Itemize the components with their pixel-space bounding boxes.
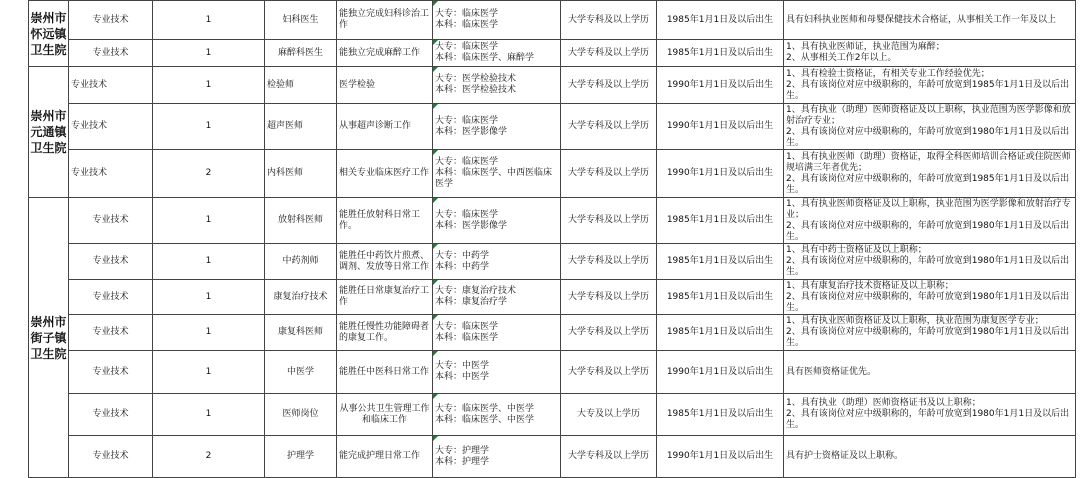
education-cell: 大学专科及以上学历 bbox=[561, 104, 657, 150]
duty-cell: 能胜任放射科日常工作。 bbox=[337, 198, 433, 244]
count-cell: 1 bbox=[153, 198, 265, 244]
requirement-cell: 1、具有检验士资格证，有相关专业工作经验优先； 2、具有该岗位对应中级职称的，年龄可放宽到1985年1月1日及以后出生。 bbox=[784, 67, 1076, 104]
table-row bbox=[29, 1, 1076, 40]
duty-cell: 从事公共卫生管理工作和临床工作 bbox=[337, 394, 433, 436]
age-cell: 1985年1月1日及以后出生 bbox=[657, 198, 784, 244]
table-row bbox=[29, 394, 1076, 436]
count-cell: 1 bbox=[153, 315, 265, 351]
major-cell: 大专：临床医学 本科：医学影像学 bbox=[433, 104, 561, 150]
age-cell: 1985年1月1日及以后出生 bbox=[657, 315, 784, 351]
table-row bbox=[29, 150, 1076, 198]
major-cell: 大专：中医学 本科：中医学 bbox=[433, 351, 561, 394]
duty-cell: 能胜任中药饮片煎煮、调剂、发放等日常工作 bbox=[337, 244, 433, 280]
post-cell: 检验师 bbox=[265, 67, 337, 104]
age-cell: 1985年1月1日及以后出生 bbox=[657, 1, 784, 40]
age-cell: 1990年1月1日及以后出生 bbox=[657, 436, 784, 478]
requirement-cell: 1、具有中药士资格证及以上职称； 2、具有该岗位对应中级职称的，年龄可放宽到1980年1月1日及以后出生。 bbox=[784, 244, 1076, 280]
category-cell: 专业技术 bbox=[69, 244, 153, 280]
count-cell: 1 bbox=[153, 67, 265, 104]
count-cell: 2 bbox=[153, 150, 265, 198]
education-cell: 大学专科及以上学历 bbox=[561, 244, 657, 280]
education-cell: 大学专科及以上学历 bbox=[561, 198, 657, 244]
duty-cell: 能胜任慢性功能障碍者的康复工作。 bbox=[337, 315, 433, 351]
category-cell: 专业技术 bbox=[69, 67, 153, 104]
table-row bbox=[29, 436, 1076, 478]
duty-cell: 能胜任日常康复治疗工作 bbox=[337, 280, 433, 315]
requirement-cell: 1、具有执业医师资格证及以上职称，执业范围为医学影像和放射治疗专业； 2、具有该岗位对应中级职称的，年龄可放宽到1980年1月1日及以后出生。 bbox=[784, 198, 1076, 244]
unit-name: 崇州市怀远镇卫生院 bbox=[29, 1, 69, 67]
post-cell: 中医学 bbox=[265, 351, 337, 394]
education-cell: 大学专科及以上学历 bbox=[561, 351, 657, 394]
major-cell: 大专：中药学 本科：中药学 bbox=[433, 244, 561, 280]
requirement-cell: 具有医师资格证优先。 bbox=[784, 351, 1076, 394]
count-cell: 1 bbox=[153, 244, 265, 280]
requirement-cell: 1、具有康复治疗技术资格证及以上职称； 2、具有该岗位对应中级职称的，年龄可放宽到1980年1月1日及以后出生。 bbox=[784, 280, 1076, 315]
age-cell: 1985年1月1日及以后出生 bbox=[657, 394, 784, 436]
requirement-cell: 具有妇科执业医师和母婴保健技术合格证，从事相关工作一年及以上 bbox=[784, 1, 1076, 40]
count-cell: 2 bbox=[153, 436, 265, 478]
age-cell: 1985年1月1日及以后出生 bbox=[657, 244, 784, 280]
table-row bbox=[29, 280, 1076, 315]
education-cell: 大学专科及以上学历 bbox=[561, 40, 657, 67]
post-cell: 护理学 bbox=[265, 436, 337, 478]
age-cell: 1990年1月1日及以后出生 bbox=[657, 351, 784, 394]
education-cell: 大学专科及以上学历 bbox=[561, 436, 657, 478]
education-cell: 大学专科及以上学历 bbox=[561, 1, 657, 40]
duty-cell: 能独立完成麻醉工作 bbox=[337, 40, 433, 67]
unit-name: 崇州市元通镇卫生院 bbox=[29, 67, 69, 198]
post-cell: 放射科医师 bbox=[265, 198, 337, 244]
table-row bbox=[29, 351, 1076, 394]
category-cell: 专业技术 bbox=[69, 40, 153, 67]
duty-cell: 能独立完成妇科诊治工作 bbox=[337, 1, 433, 40]
category-cell: 专业技术 bbox=[69, 315, 153, 351]
post-cell: 内科医师 bbox=[265, 150, 337, 198]
duty-cell: 医学检验 bbox=[337, 67, 433, 104]
table-row bbox=[29, 40, 1076, 67]
table-row bbox=[29, 244, 1076, 280]
category-cell: 专业技术 bbox=[69, 1, 153, 40]
category-cell: 专业技术 bbox=[69, 351, 153, 394]
major-cell: 大专：护理学 本科：护理学 bbox=[433, 436, 561, 478]
post-cell: 康复治疗技术 bbox=[265, 280, 337, 315]
requirement-cell: 1、具有执业（助理）医师资格证书及以上职称； 2、具有该岗位对应中级职称的，年龄可放宽到1980年1月1日及以后出生。 bbox=[784, 394, 1076, 436]
post-cell: 中药剂师 bbox=[265, 244, 337, 280]
category-cell: 专业技术 bbox=[69, 280, 153, 315]
count-cell: 1 bbox=[153, 280, 265, 315]
count-cell: 1 bbox=[153, 394, 265, 436]
education-cell: 大学专科及以上学历 bbox=[561, 315, 657, 351]
table-row bbox=[29, 104, 1076, 150]
education-cell: 大专及以上学历 bbox=[561, 394, 657, 436]
table-row bbox=[29, 198, 1076, 244]
duty-cell: 能完成护理日常工作 bbox=[337, 436, 433, 478]
age-cell: 1990年1月1日及以后出生 bbox=[657, 150, 784, 198]
major-cell: 大专：临床医学 本科：临床医学 bbox=[433, 315, 561, 351]
age-cell: 1985年1月1日及以后出生 bbox=[657, 280, 784, 315]
education-cell: 大学专科及以上学历 bbox=[561, 280, 657, 315]
major-cell: 大专：临床医学 本科：医学影像学 bbox=[433, 198, 561, 244]
requirement-cell: 1、具有执业医师（助理）资格证，取得全科医师培训合格证或住院医师规培满三年者优先； 2、具有该岗位对应中级职称的，年龄可放宽到1985年1月1日及以后出生。 bbox=[784, 150, 1076, 198]
major-cell: 大专：临床医学 本科：临床医学、中西医临床医学 bbox=[433, 150, 561, 198]
requirement-cell: 1、具有执业医师资格证及以上职称，执业范围为康复医学专业； 2、具有该岗位对应中级职称的，年龄可放宽到1980年1月1日及以后出生。 bbox=[784, 315, 1076, 351]
post-cell: 麻醉科医生 bbox=[265, 40, 337, 67]
count-cell: 1 bbox=[153, 40, 265, 67]
recruitment-table bbox=[28, 0, 1076, 478]
duty-cell: 相关专业临床医疗工作 bbox=[337, 150, 433, 198]
duty-cell: 从事超声诊断工作 bbox=[337, 104, 433, 150]
major-cell: 大专：临床医学 本科：临床医学 bbox=[433, 1, 561, 40]
education-cell: 大学专科及以上学历 bbox=[561, 150, 657, 198]
duty-cell: 能胜任中医科日常工作 bbox=[337, 351, 433, 394]
category-cell: 专业技术 bbox=[69, 104, 153, 150]
post-cell: 康复科医师 bbox=[265, 315, 337, 351]
age-cell: 1990年1月1日及以后出生 bbox=[657, 67, 784, 104]
post-cell: 妇科医生 bbox=[265, 1, 337, 40]
post-cell: 超声医师 bbox=[265, 104, 337, 150]
major-cell: 大专：临床医学 本科：临床医学、麻醉学 bbox=[433, 40, 561, 67]
category-cell: 专业技术 bbox=[69, 436, 153, 478]
table-row bbox=[29, 67, 1076, 104]
major-cell: 大专：医学检验技术 本科：医学检验技术 bbox=[433, 67, 561, 104]
table-row bbox=[29, 315, 1076, 351]
category-cell: 专业技术 bbox=[69, 150, 153, 198]
post-cell: 医师岗位 bbox=[265, 394, 337, 436]
requirement-cell: 具有护士资格证及以上职称。 bbox=[784, 436, 1076, 478]
major-cell: 大专：康复治疗技术 本科：康复治疗学 bbox=[433, 280, 561, 315]
unit-name: 崇州市街子镇卫生院 bbox=[29, 198, 69, 478]
major-cell: 大专：临床医学、中医学 本科：临床医学、中医学 bbox=[433, 394, 561, 436]
age-cell: 1985年1月1日及以后出生 bbox=[657, 40, 784, 67]
age-cell: 1990年1月1日及以后出生 bbox=[657, 104, 784, 150]
count-cell: 1 bbox=[153, 351, 265, 394]
education-cell: 大学专科及以上学历 bbox=[561, 67, 657, 104]
requirement-cell: 1、具有执业（助理）医师资格证及以上职称，执业范围为医学影像和放射治疗专业； 2、具有该岗位对应中级职称的，年龄可放宽到1980年1月1日及以后出生。 bbox=[784, 104, 1076, 150]
category-cell: 专业技术 bbox=[69, 394, 153, 436]
count-cell: 1 bbox=[153, 1, 265, 40]
count-cell: 1 bbox=[153, 104, 265, 150]
category-cell: 专业技术 bbox=[69, 198, 153, 244]
requirement-cell: 1、具有执业医师证，执业范围为麻醉； 2、从事相关工作2年以上。 bbox=[784, 40, 1076, 67]
